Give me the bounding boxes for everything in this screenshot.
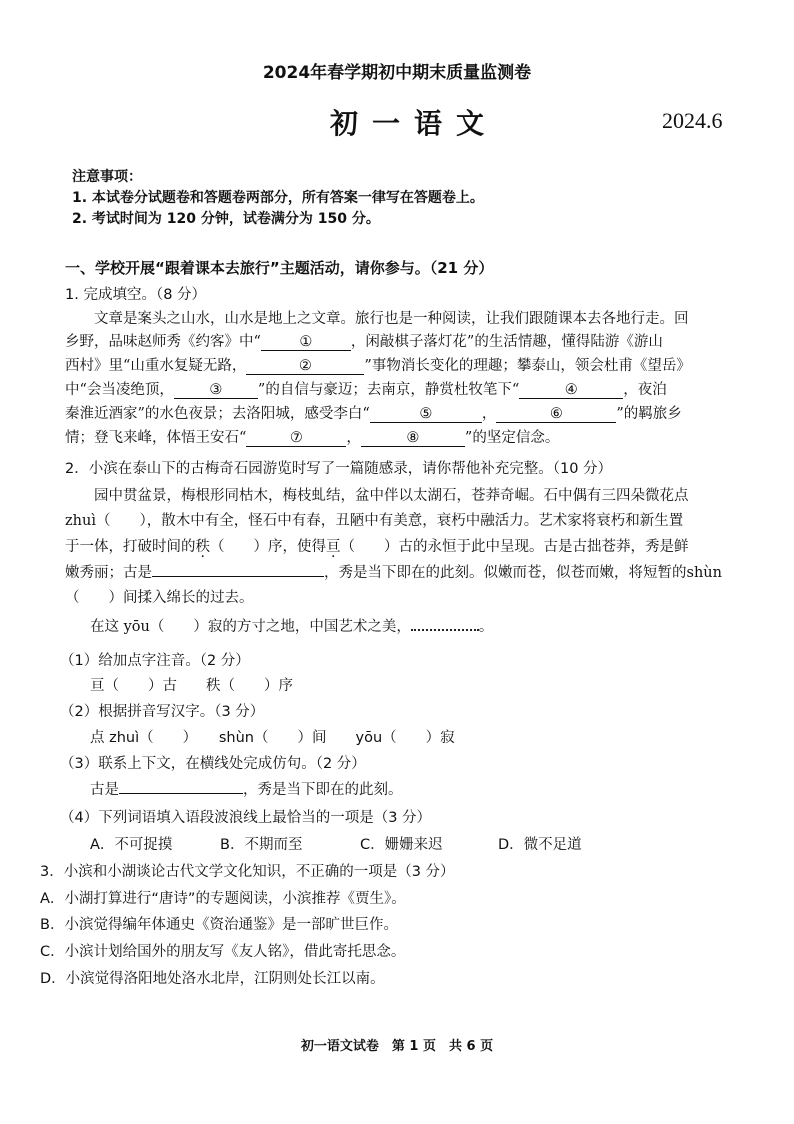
q1-line-5 (65, 402, 682, 423)
q1-text: ，闲敲棋子落灯花”的生活情趣，懂得陆游《游山 (350, 334, 663, 350)
notes-item: 1. 本试卷分试题卷和答题卷两部分，所有答案一律写在答题卷上。 (72, 190, 484, 206)
option-a[interactable]: A．不可捉摸 (90, 837, 173, 853)
q1-text: 秦淮近酒家”的水色夜景；去洛阳城，感受李白“ (65, 406, 370, 422)
q2-sub-2: （2）根据拼音写汉字。（3 分） (60, 704, 265, 720)
option-d[interactable]: D．微不足道 (498, 837, 582, 853)
section-1-title: 一、学校开展“跟着课本去旅行”主题活动，请你参与。（21 分） (65, 259, 494, 277)
q2-text: 在这 yōu（ ）寂的方寸之地，中国艺术之美， (90, 619, 411, 635)
q2-sub-3-answer (90, 778, 403, 799)
blank-4[interactable]: ④ (519, 383, 623, 399)
blank-3[interactable]: ③ (174, 383, 258, 399)
q1-line-1: 文章是案头之山水，山水是地上之文章。旅行也是一种阅读，让我们跟随课本去各地行走。回 (94, 311, 689, 327)
notes-item: 2. 考试时间为 120 分钟，试卷满分为 150 分。 (72, 211, 380, 227)
q1-label: 1. 完成填空。（8 分） (65, 287, 207, 303)
q2-label: 2．小滨在泰山下的古梅奇石园游览时写了一篇随感录，请你帮他补充完整。（10 分） (65, 461, 613, 477)
q2-text: 嫩秀丽；古是 (65, 565, 152, 581)
q1-text: ”的羁旅乡 (616, 406, 682, 422)
blank-2[interactable]: ② (246, 359, 364, 375)
q2-text: ，秀是当下即在的此刻。似嫩而苍，似苍而嫩，将短暂的shùn (324, 565, 722, 581)
q2-text: ，秀是当下即在的此刻。 (243, 782, 403, 798)
blank-6[interactable]: ⑥ (496, 407, 616, 423)
blank-imitation[interactable] (152, 576, 324, 577)
dotted-char-gen: 亘 (326, 539, 341, 555)
q1-text: ， (481, 406, 497, 422)
dotted-char-zhi: 秩 (195, 539, 210, 555)
q2-sub-4: （4）下列词语填入语段波浪线上最恰当的一项是（3 分） (60, 810, 432, 826)
q1-line-3 (65, 354, 691, 375)
q2-text: 。 (478, 619, 494, 635)
notes-block (72, 166, 484, 229)
subject-title: 初一语文 (330, 107, 499, 140)
q2-para-line-6 (90, 615, 493, 636)
q2-sub-3: （3）联系上下文，在横线处完成仿句。（2 分） (60, 756, 366, 772)
q2-text: （ ）古的永恒于此中呈现。古是古拙苍莽，秀是鲜 (340, 539, 689, 555)
blank-5[interactable]: ⑤ (370, 407, 482, 423)
q3-option-c[interactable]: C．小滨计划给国外的朋友写《友人铭》，借此寄托思念。 (40, 944, 406, 960)
exam-date: 2024.6 (662, 108, 723, 133)
q1-text: 乡野，品味赵师秀《约客》中“ (65, 334, 261, 350)
q2-text: （ ）序，使得 (210, 539, 326, 555)
wavy-blank[interactable] (411, 617, 479, 631)
q2-para-line-4 (65, 561, 722, 582)
exam-title: 2024年春学期初中期末质量监测卷 (262, 63, 532, 83)
q3-option-b[interactable]: B．小滨觉得编年体通史《资治通鉴》是一部旷世巨作。 (40, 917, 398, 933)
page-footer: 初一语文试卷 第 1 页 共 6 页 (300, 1039, 494, 1054)
q3-option-a[interactable]: A．小湖打算进行“唐诗”的专题阅读，小滨推荐《贾生》。 (40, 891, 406, 907)
option-c[interactable]: C．姗姗来迟 (360, 837, 443, 853)
q1-text: ， (346, 430, 361, 446)
q2-para-line-2: zhuì（ ），散木中有全，怪石中有春，丑陋中有美意，衰朽中融活力。艺术家将衰朽和新生置 (65, 513, 684, 529)
q2-sub-1: （1）给加点字注音。（2 分） (60, 653, 250, 669)
q1-text: ，夜泊 (623, 382, 667, 398)
q1-text: ”的坚定信念。 (464, 430, 560, 446)
q1-text: ”的自信与豪迈；去南京，静赏杜牧笔下“ (257, 382, 520, 398)
q2-text: 于一体，打破时间的 (65, 539, 196, 555)
q2-para-line-5: （ ）间揉入绵长的过去。 (65, 590, 254, 606)
blank-7[interactable]: ⑦ (246, 431, 346, 447)
blank-8[interactable]: ⑧ (361, 431, 465, 447)
option-b[interactable]: B．不期而至 (220, 837, 303, 853)
q1-text: 情；登飞来峰，体悟王安石“ (65, 430, 247, 446)
notes-heading: 注意事项： (72, 169, 142, 185)
blank-1[interactable]: ① (261, 335, 351, 351)
q2-para-line-3 (65, 535, 689, 556)
q1-text: ”事物消长变化的理趣；攀泰山，领会杜甫《望岳》 (364, 358, 691, 374)
q1-line-4 (65, 378, 667, 399)
q2-sub-1-answer: 亘（ ）古 秩（ ）序 (90, 678, 293, 694)
q1-line-2 (65, 330, 663, 351)
q2-text: 古是 (90, 782, 119, 798)
q3-label: 3．小滨和小湖谈论古代文学文化知识，不正确的一项是（3 分） (40, 864, 455, 880)
q2-sub-2-answer: 点 zhuì（ ） shùn（ ）间 yōu（ ）寂 (90, 730, 455, 746)
q2-para-line-1: 园中贯盆景，梅根形同枯木，梅枝虬结，盆中伴以太湖石，苍莽奇崛。石中偶有三四朵微花点 (94, 488, 689, 504)
blank-sub-3[interactable] (119, 793, 243, 794)
q3-option-d[interactable]: D．小滨觉得洛阳地处洛水北岸，江阴则处长江以南。 (40, 971, 385, 987)
q1-text: 西村》里“山重水复疑无路， (65, 358, 247, 374)
q1-line-6 (65, 426, 559, 447)
q1-text: 中“会当凌绝顶， (65, 382, 174, 398)
